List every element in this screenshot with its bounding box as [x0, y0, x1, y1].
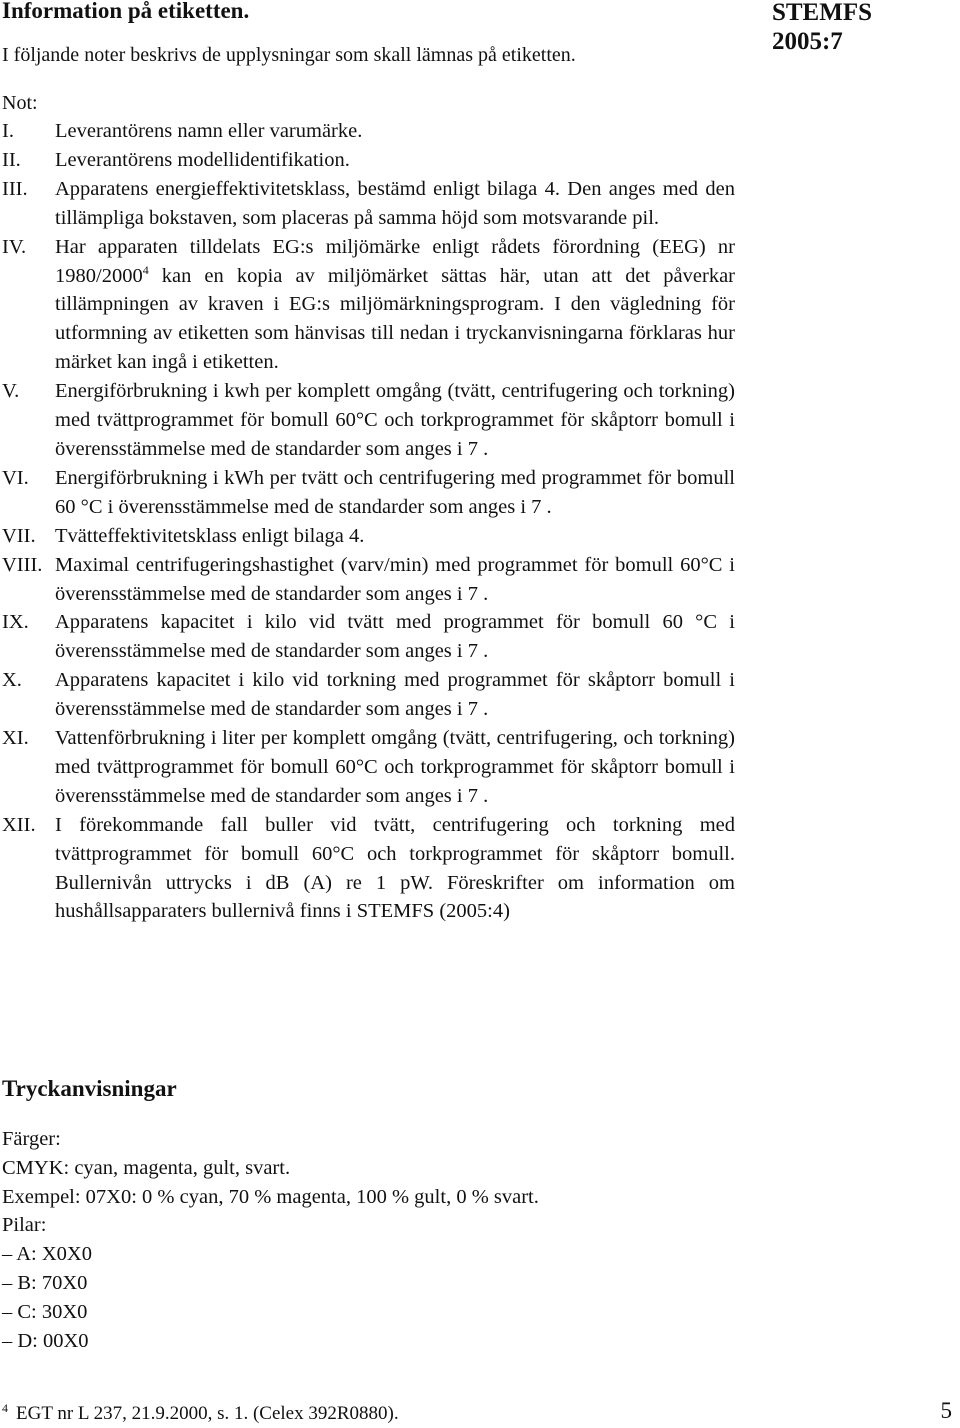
- note-text: Vattenförbrukning i liter per komplett omgång (tvätt, centrifugering, och torkning) med tvättprogrammet för bomull 60°C och torkprogrammet för skåptorr bomull i överensstämmelse med de standarder som anges i 7 .: [55, 727, 735, 807]
- arrow-color-item: – C: 30X0: [2, 1300, 88, 1323]
- note-number: I.: [2, 120, 14, 142]
- print-instructions-heading: Tryckanvisningar: [2, 1076, 177, 1101]
- note-number: IV.: [2, 235, 27, 258]
- note-number: XII.: [2, 813, 36, 836]
- note-item: [0, 811, 735, 927]
- notes-list: [0, 117, 735, 926]
- note-text: Apparatens kapacitet i kilo vid torkning med programmet för skåptorr bomull i överensstämmelse med de standarder som anges i 7 .: [55, 669, 735, 721]
- series-number: 2005:7: [771, 28, 843, 55]
- arrow-color-item: – A: X0X0: [2, 1243, 92, 1266]
- colors-label: Färger:: [2, 1128, 61, 1150]
- page-number: 5: [940, 1398, 952, 1423]
- note-text-part: kan en kopia av miljömärket sättas här, utan att det påverkar tillämpningen av kraven i EG:s miljömärkningsprogram. I den vägledning för utformning av etiketten som hänvisas till nedan i tryckanvisningarna förklaras hur märket kan ingå i etiketten.: [55, 264, 735, 374]
- print-instructions: [2, 1125, 539, 1355]
- footnote-reference: 4: [142, 262, 149, 277]
- note-text: I förekommande fall buller vid tvätt, centrifugering och torkning med tvättprogrammet för bomull 60°C och torkprogrammet för skåptorr bomull. Bullernivån uttrycks i dB (A) re 1 pW. Föreskrifter om information om hushållsapparaters bullernivå finns i STEMFS (2005:4): [55, 813, 735, 923]
- arrows-label: Pilar:: [2, 1214, 47, 1237]
- note-item: [0, 146, 735, 175]
- note-item: [0, 724, 735, 811]
- note-text: Leverantörens namn eller varumärke.: [55, 120, 363, 142]
- note-number: II.: [2, 148, 21, 171]
- notes-label: Not:: [2, 92, 38, 114]
- note-number: V.: [2, 380, 20, 403]
- note-number: VII.: [2, 524, 36, 547]
- note-item: [0, 117, 735, 146]
- footnote-text: EGT nr L 237, 21.9.2000, s. 1. (Celex 392R0880).: [16, 1403, 399, 1424]
- note-item: [0, 551, 735, 609]
- note-item: [0, 175, 735, 233]
- series-name: STEMFS: [771, 0, 872, 26]
- color-example: Exempel: 07X0: 0 % cyan, 70 % magenta, 100 % gult, 0 % svart.: [2, 1185, 539, 1208]
- note-item: [0, 522, 735, 551]
- note-number: IX.: [2, 611, 29, 634]
- footnote: [2, 1403, 399, 1425]
- note-text: Leverantörens modellidentifikation.: [55, 148, 350, 171]
- cmyk-line: CMYK: cyan, magenta, gult, svart.: [2, 1156, 291, 1179]
- note-text: Apparatens energieffektivitetsklass, bestämd enligt bilaga 4. Den anges med den tillämpliga bokstaven, som placeras på samma höjd som motsvarande pil.: [55, 177, 735, 229]
- series-designation: [772, 0, 872, 56]
- note-number: VI.: [2, 466, 29, 489]
- note-text: Energiförbrukning i kwh per komplett omgång (tvätt, centrifugering och torkning) med tvättprogrammet för bomull 60°C och torkprogrammet för skåptorr bomull i överensstämmelse med de standarder som anges i 7 .: [55, 380, 735, 460]
- note-item: [0, 377, 735, 464]
- arrow-color-item: – B: 70X0: [2, 1271, 88, 1294]
- note-number: III.: [2, 177, 28, 200]
- note-item: [0, 464, 735, 522]
- footnote-marker: 4: [2, 1401, 8, 1415]
- note-number: X.: [2, 669, 22, 692]
- page-title: Information på etiketten.: [2, 0, 250, 23]
- intro-paragraph: I följande noter beskrivs de upplysningar som skall lämnas på etiketten.: [2, 44, 576, 66]
- note-text: Maximal centrifugeringshastighet (varv/min) med programmet för bomull 60°C i överensstämmelse med de standarder som anges i 7 .: [55, 553, 735, 605]
- note-text: Tvätteffektivitetsklass enligt bilaga 4.: [55, 524, 365, 547]
- note-text: Energiförbrukning i kWh per tvätt och centrifugering med programmet för bomull 60 °C i överensstämmelse med de standarder som anges i 7 .: [55, 466, 735, 518]
- note-text: [55, 233, 735, 378]
- note-number: VIII.: [2, 553, 43, 576]
- note-item: [0, 608, 735, 666]
- note-item: [0, 233, 735, 378]
- note-number: XI.: [2, 727, 29, 750]
- note-item: [0, 666, 735, 724]
- note-text: Apparatens kapacitet i kilo vid tvätt med programmet för bomull 60 °C i överensstämmelse med de standarder som anges i 7 .: [55, 611, 735, 663]
- note-text-part: Har apparaten tilldelats EG:s miljömärke enligt rådets förordning (EEG) nr 1980/2000: [55, 235, 735, 287]
- arrow-color-item: – D: 00X0: [2, 1329, 89, 1352]
- arrow-list: [2, 1240, 539, 1355]
